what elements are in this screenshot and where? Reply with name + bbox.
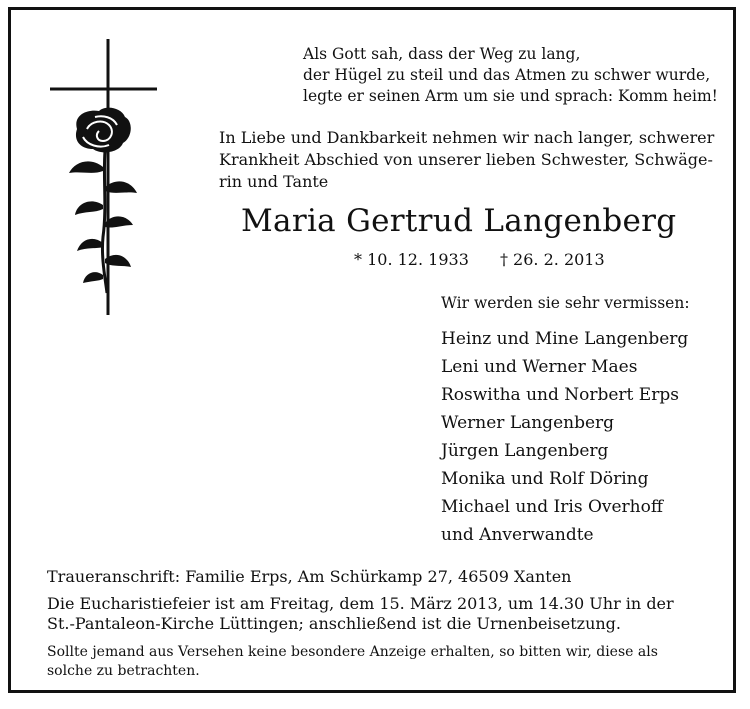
notice-line: Sollte jemand aus Versehen keine besondere Anzeige erhalten, so bitten wir, diese als	[47, 644, 658, 660]
poem-line: Als Gott sah, dass der Weg zu lang,	[303, 45, 581, 63]
obituary-notice	[8, 7, 736, 693]
intro-line: In Liebe und Dankbarkeit nehmen wir nach langer, schwerer	[219, 128, 715, 147]
deceased-name: Maria Gertrud Langenberg	[241, 203, 677, 239]
list-item: Michael und Iris Overhoff	[441, 497, 663, 517]
death-date: † 26. 2. 2013	[499, 250, 605, 269]
list-item: und Anverwandte	[441, 525, 594, 545]
intro-line: rin und Tante	[219, 172, 329, 191]
intro-text	[219, 127, 714, 193]
poem	[303, 44, 718, 107]
mourners-list	[441, 325, 688, 549]
life-dates	[354, 250, 605, 269]
list-item: Jürgen Langenberg	[441, 441, 609, 461]
list-item: Monika und Rolf Döring	[441, 469, 649, 489]
notice-line: solche zu betrachten.	[47, 663, 200, 679]
list-item: Heinz und Mine Langenberg	[441, 329, 689, 349]
cross-with-rose-icon	[47, 37, 157, 317]
poem-line: der Hügel zu steil und das Atmen zu schwer wurde,	[303, 66, 711, 84]
mass-info	[47, 594, 674, 634]
mourners-intro: Wir werden sie sehr vermissen:	[441, 294, 690, 312]
mass-line: Die Eucharistiefeier ist am Freitag, dem 15. März 2013, um 14.30 Uhr in der	[47, 594, 674, 613]
mass-line: St.-Pantaleon-Kirche Lüttingen; anschließend ist die Urnenbeisetzung.	[47, 614, 621, 633]
intro-line: Krankheit Abschied von unserer lieben Schwester, Schwäge-	[219, 150, 713, 169]
mourning-address: Traueranschrift: Familie Erps, Am Schürkamp 27, 46509 Xanten	[47, 567, 572, 586]
poem-line: legte er seinen Arm um sie und sprach: Komm heim!	[303, 87, 718, 105]
list-item: Roswitha und Norbert Erps	[441, 385, 679, 405]
list-item: Werner Langenberg	[441, 413, 615, 433]
birth-date: * 10. 12. 1933	[354, 250, 469, 269]
list-item: Leni und Werner Maes	[441, 357, 638, 377]
notice-text	[47, 643, 658, 681]
